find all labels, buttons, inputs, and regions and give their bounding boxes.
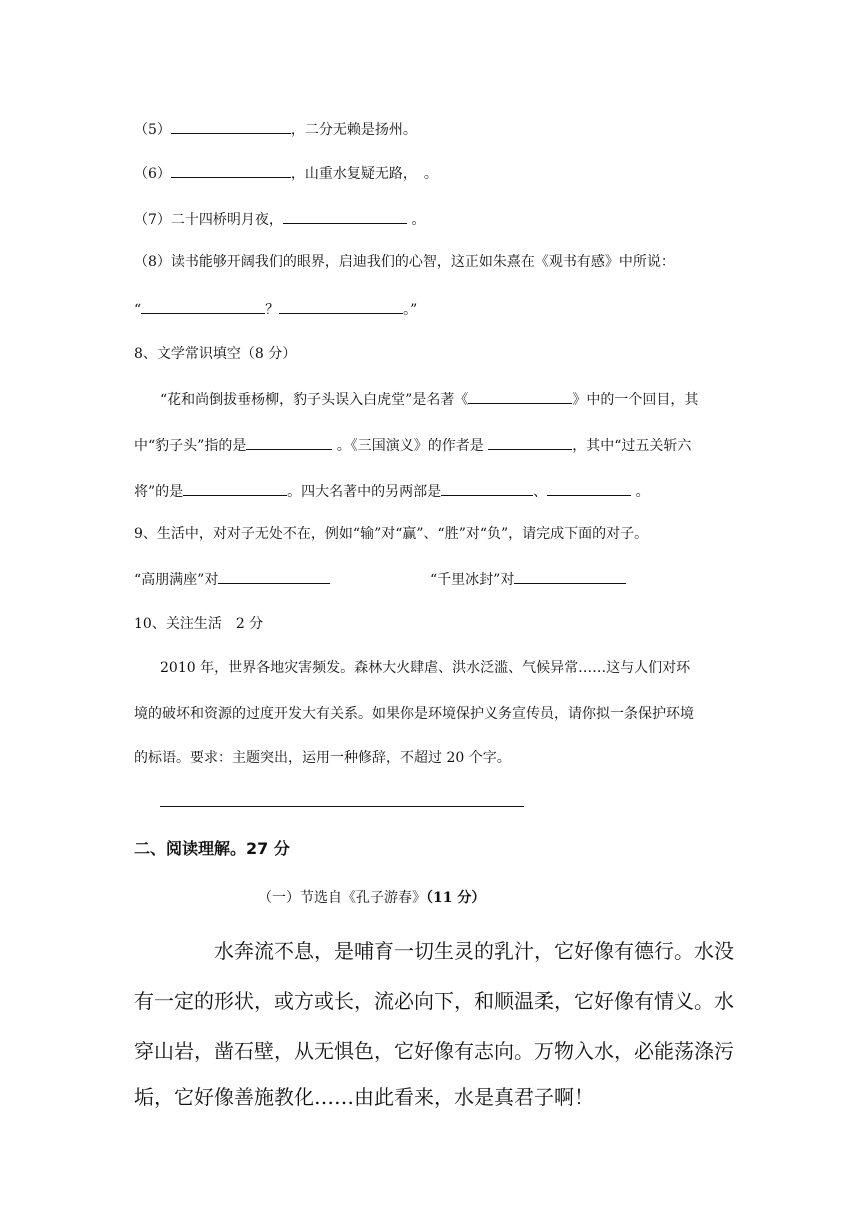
item-number: （7） (134, 212, 171, 228)
answer-blank[interactable] (441, 480, 533, 496)
q8-line-1 (160, 388, 698, 410)
q8-text: 》中的一个回目，其 (572, 392, 699, 408)
answer-blank[interactable] (488, 434, 572, 450)
item-number: （5） (134, 122, 171, 138)
q8-text: “花和尚倒拔垂杨柳，豹子头误入白虎堂”是名著《 (160, 392, 469, 408)
answer-blank[interactable] (171, 162, 291, 178)
item-number: （6） (134, 166, 171, 182)
item-text: 二十四桥明月夜， (170, 212, 283, 228)
q8-text: 将”的是 (134, 484, 184, 500)
q8-text: 。四大名著中的另两部是 (287, 484, 442, 500)
passage-source: （一）节选自《孔子游春》 (258, 890, 426, 906)
q8-line-2 (134, 434, 691, 456)
answer-blank[interactable] (246, 434, 332, 450)
q7-item-5 (134, 118, 417, 140)
quote-close: 。” (403, 302, 418, 318)
answer-blank[interactable] (283, 208, 407, 224)
q10-paragraph-line-2: 境的破坏和资源的过度开发大有关系。如果你是环境保护义务宣传员，请你拟一条保护环境 (134, 706, 694, 722)
q7-item-6 (134, 162, 438, 184)
answer-blank[interactable] (183, 480, 287, 496)
answer-blank[interactable] (279, 298, 403, 314)
q8-text: 中“豹子头”指的是 (134, 438, 247, 454)
q8-text: 。《三国演义》的作者是 (332, 438, 489, 454)
q9-couplet-b (430, 568, 626, 590)
quote-open: “ (134, 302, 142, 318)
item-text: ，二分无赖是扬州。 (290, 122, 417, 138)
passage-line-1: 水奔流不息，是哺育一切生灵的乳汁，它好像有德行。水没 (214, 939, 734, 963)
passage-score: （11 分） (426, 890, 486, 906)
q7-item-8-answer (134, 298, 417, 320)
slogan-answer-line[interactable] (160, 806, 524, 807)
q8-text: ，其中“过五关斩六 (572, 438, 692, 454)
passage-line-2: 有一定的形状，或方或长，流必向下，和顺温柔，它好像有情义。水 (134, 989, 734, 1013)
q8-line-3 (134, 480, 650, 502)
answer-blank[interactable] (468, 388, 572, 404)
question-9-title: 9、生活中，对对子无处不在，例如“输”对“赢”、“胜”对“负”，请完成下面的对子。 (134, 526, 649, 542)
passage-1-heading (258, 888, 485, 908)
answer-blank[interactable] (218, 568, 330, 584)
couplet-prompt: “千里冰封”对 (430, 572, 515, 588)
answer-blank[interactable] (171, 118, 291, 134)
answer-blank[interactable] (141, 298, 265, 314)
q8-text: 。 (631, 484, 650, 500)
item-number: （8） (134, 254, 171, 270)
item-text: 读书能够开阔我们的眼界，启迪我们的心智，这正如朱熹在《观书有感》中所说： (170, 254, 675, 270)
item-text: 。 (406, 212, 426, 228)
passage-line-4: 垢，它好像善施教化……由此看来，水是真君子啊！ (134, 1085, 594, 1109)
question-10-title: 10、关注生活 2 分 (134, 616, 264, 632)
punctuation: ？ (265, 302, 280, 318)
q7-item-7 (134, 208, 425, 230)
section-2-heading: 二、阅读理解。27 分 (134, 839, 290, 858)
item-text: ，山重水复疑无路， 。 (290, 166, 438, 182)
q10-paragraph-line-1: 2010 年，世界各地灾害频发。森林大火肆虐、洪水泛滥、气候异常……这与人们对环 (160, 660, 691, 676)
q8-text: 、 (533, 484, 548, 500)
answer-blank[interactable] (514, 568, 626, 584)
couplet-prompt: “高朋满座”对 (134, 572, 219, 588)
question-8-title: 8、文学常识填空（8 分） (134, 346, 297, 362)
answer-blank[interactable] (547, 480, 631, 496)
q7-item-8 (134, 252, 675, 272)
q10-paragraph-line-3: 的标语。要求：主题突出，运用一种修辞，不超过 20 个字。 (134, 750, 511, 766)
passage-line-3: 穿山岩，凿石壁，从无惧色，它好像有志向。万物入水，必能荡涤污 (134, 1039, 734, 1063)
q9-couplet-a (134, 568, 330, 590)
